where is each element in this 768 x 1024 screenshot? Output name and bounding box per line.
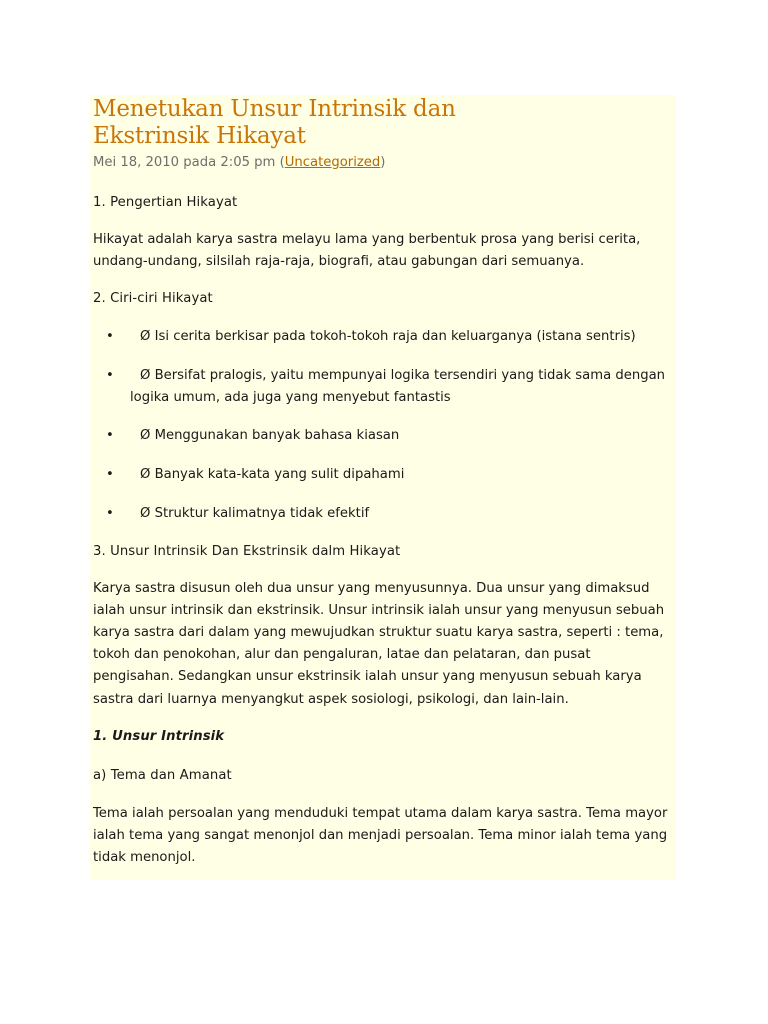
list-item	[93, 425, 672, 447]
paragraph-pengertian: Hikayat adalah karya sastra melayu lama yang berbentuk prosa yang berisi cerita, undang-undang, silsilah raja-raja, biografi, atau gabungan dari semuanya.	[93, 232, 641, 270]
ciri-ciri-list	[93, 326, 672, 525]
list-item-text: Ø Menggunakan banyak bahasa kiasan	[140, 428, 400, 444]
list-item-text: Ø Bersifat pralogis, yaitu mempunyai logika tersendiri yang tidak sama dengan logika umum, ada juga yang menyebut fantastis	[130, 367, 666, 405]
bullet-icon: •	[106, 428, 114, 444]
list-item	[93, 503, 672, 525]
list-item	[93, 326, 672, 348]
bullet-icon: •	[106, 467, 114, 483]
list-item-text: Ø Struktur kalimatnya tidak efektif	[140, 506, 370, 522]
list-item-text: Ø Banyak kata-kata yang sulit dipahami	[140, 467, 405, 483]
article-title	[93, 95, 672, 150]
list-item	[93, 464, 672, 486]
section-heading-ciri-ciri: 2. Ciri-ciri Hikayat	[93, 291, 213, 307]
post-date: Mei 18, 2010 pada 2:05 pm (	[93, 155, 285, 170]
subsection-heading-intrinsik: 1. Unsur Intrinsik	[93, 728, 225, 744]
category-link[interactable]: Uncategorized	[284, 155, 381, 170]
bullet-icon: •	[106, 329, 114, 345]
paragraph-unsur: Karya sastra disusun oleh dua unsur yang menyusunnya. Dua unsur yang dimaksud ialah unsur intrinsik dan ekstrinsik. Unsur intrinsik ialah unsur yang menyusun sebuah karya sastra dari dalam yang mewujudkan struktur suatu karya sastra, seperti : tema, tokoh dan penokohan, alur dan pengaluran, latae dan pelataran, dan pusat pengisahan. Sedangkan unsur ekstrinsik ialah unsur yang menyusun sebuah karya sastra dari luarnya menyangkut aspek sosiologi, psikologi, dan lain-lain.	[93, 580, 665, 707]
list-item-text: Ø Isi cerita berkisar pada tokoh-tokoh raja dan keluarganya (istana sentris)	[140, 329, 636, 345]
section-heading-unsur: 3. Unsur Intrinsik Dan Ekstrinsik dalm Hikayat	[93, 543, 401, 559]
meta-close-paren: )	[380, 155, 386, 170]
document-page	[90, 95, 676, 880]
post-meta	[93, 154, 672, 172]
list-item	[93, 365, 672, 409]
subsection-heading-tema: a) Tema dan Amanat	[93, 767, 232, 783]
bullet-icon: •	[106, 367, 114, 383]
bullet-icon: •	[106, 506, 114, 522]
paragraph-tema: Tema ialah persoalan yang menduduki tempat utama dalam karya sastra. Tema mayor ialah tema yang sangat menonjol dan menjadi persoalan. Tema minor ialah tema yang tidak menonjol.	[93, 805, 668, 866]
title-line-1: Menetukan Unsur Intrinsik dan	[93, 96, 456, 122]
title-line-2: Ekstrinsik Hikayat	[93, 123, 306, 149]
section-heading-pengertian: 1. Pengertian Hikayat	[93, 195, 238, 210]
